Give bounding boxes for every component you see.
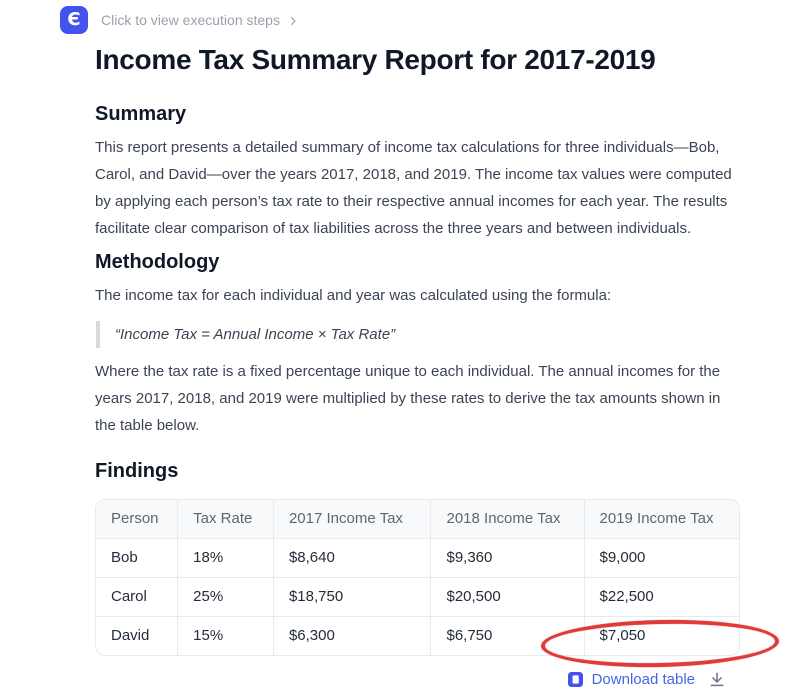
findings-table-container: [95, 499, 740, 656]
findings-heading: Findings: [95, 460, 179, 482]
table-row: [96, 617, 739, 656]
column-header: 2017 Income Tax: [273, 500, 431, 539]
findings-table: [96, 500, 739, 655]
table-cell: $7,050: [599, 627, 646, 644]
column-header: 2019 Income Tax: [584, 500, 739, 539]
table-cell: $20,500: [431, 578, 584, 617]
summary-heading: Summary: [95, 103, 187, 125]
table-cell: $18,750: [273, 578, 431, 617]
execution-steps-label: Click to view execution steps: [101, 12, 280, 28]
report-content: [0, 44, 800, 691]
table-cell: $9,360: [431, 539, 584, 578]
page-title: Income Tax Summary Report for 2017-2019: [95, 44, 656, 75]
chevron-right-icon: [287, 15, 299, 27]
table-cell: $9,000: [584, 539, 739, 578]
column-header: Tax Rate: [178, 500, 274, 539]
topbar: [0, 0, 800, 34]
table-cell: 25%: [178, 578, 274, 617]
table-cell: $6,750: [431, 617, 584, 656]
table-cell: $22,500: [584, 578, 739, 617]
download-arrow-icon: [708, 670, 726, 688]
column-header: Person: [96, 500, 178, 539]
table-cell: $6,300: [273, 617, 431, 656]
table-cell: $8,640: [273, 539, 431, 578]
table-cell: Carol: [96, 578, 178, 617]
file-icon: [568, 672, 583, 687]
table-header-row: [96, 500, 739, 539]
download-table-button[interactable]: [568, 670, 726, 688]
table-row: [96, 539, 739, 578]
methodology-heading: Methodology: [95, 251, 220, 273]
methodology-note: Where the tax rate is a fixed percentage unique to each individual. The annual incomes for the years 2017, 2018, and 2019 were multiplied by these rates to derive the tax amounts shown in the table below.: [95, 363, 721, 434]
summary-paragraph: This report presents a detailed summary of income tax calculations for three individuals—Bob, Carol, and David—over the years 2017, 2018, and 2019. The income tax values were computed by applying each person’s tax rate to their respective annual incomes for each year. The results facilitate clear comparison of tax liabilities across the three years and between individuals.: [95, 139, 732, 237]
table-row: [96, 578, 739, 617]
table-cell: 15%: [178, 617, 274, 656]
table-cell: Bob: [96, 539, 178, 578]
download-table-label: Download table: [591, 670, 695, 688]
formula-blockquote: “Income Tax = Annual Income × Tax Rate”: [96, 321, 740, 348]
methodology-intro: The income tax for each individual and year was calculated using the formula:: [95, 287, 612, 304]
table-cell: 18%: [178, 539, 274, 578]
execution-steps-button[interactable]: [101, 12, 299, 28]
app-logo-icon[interactable]: Є: [60, 6, 88, 34]
table-cell: David: [96, 617, 178, 656]
column-header: 2018 Income Tax: [431, 500, 584, 539]
download-row: [95, 667, 740, 691]
